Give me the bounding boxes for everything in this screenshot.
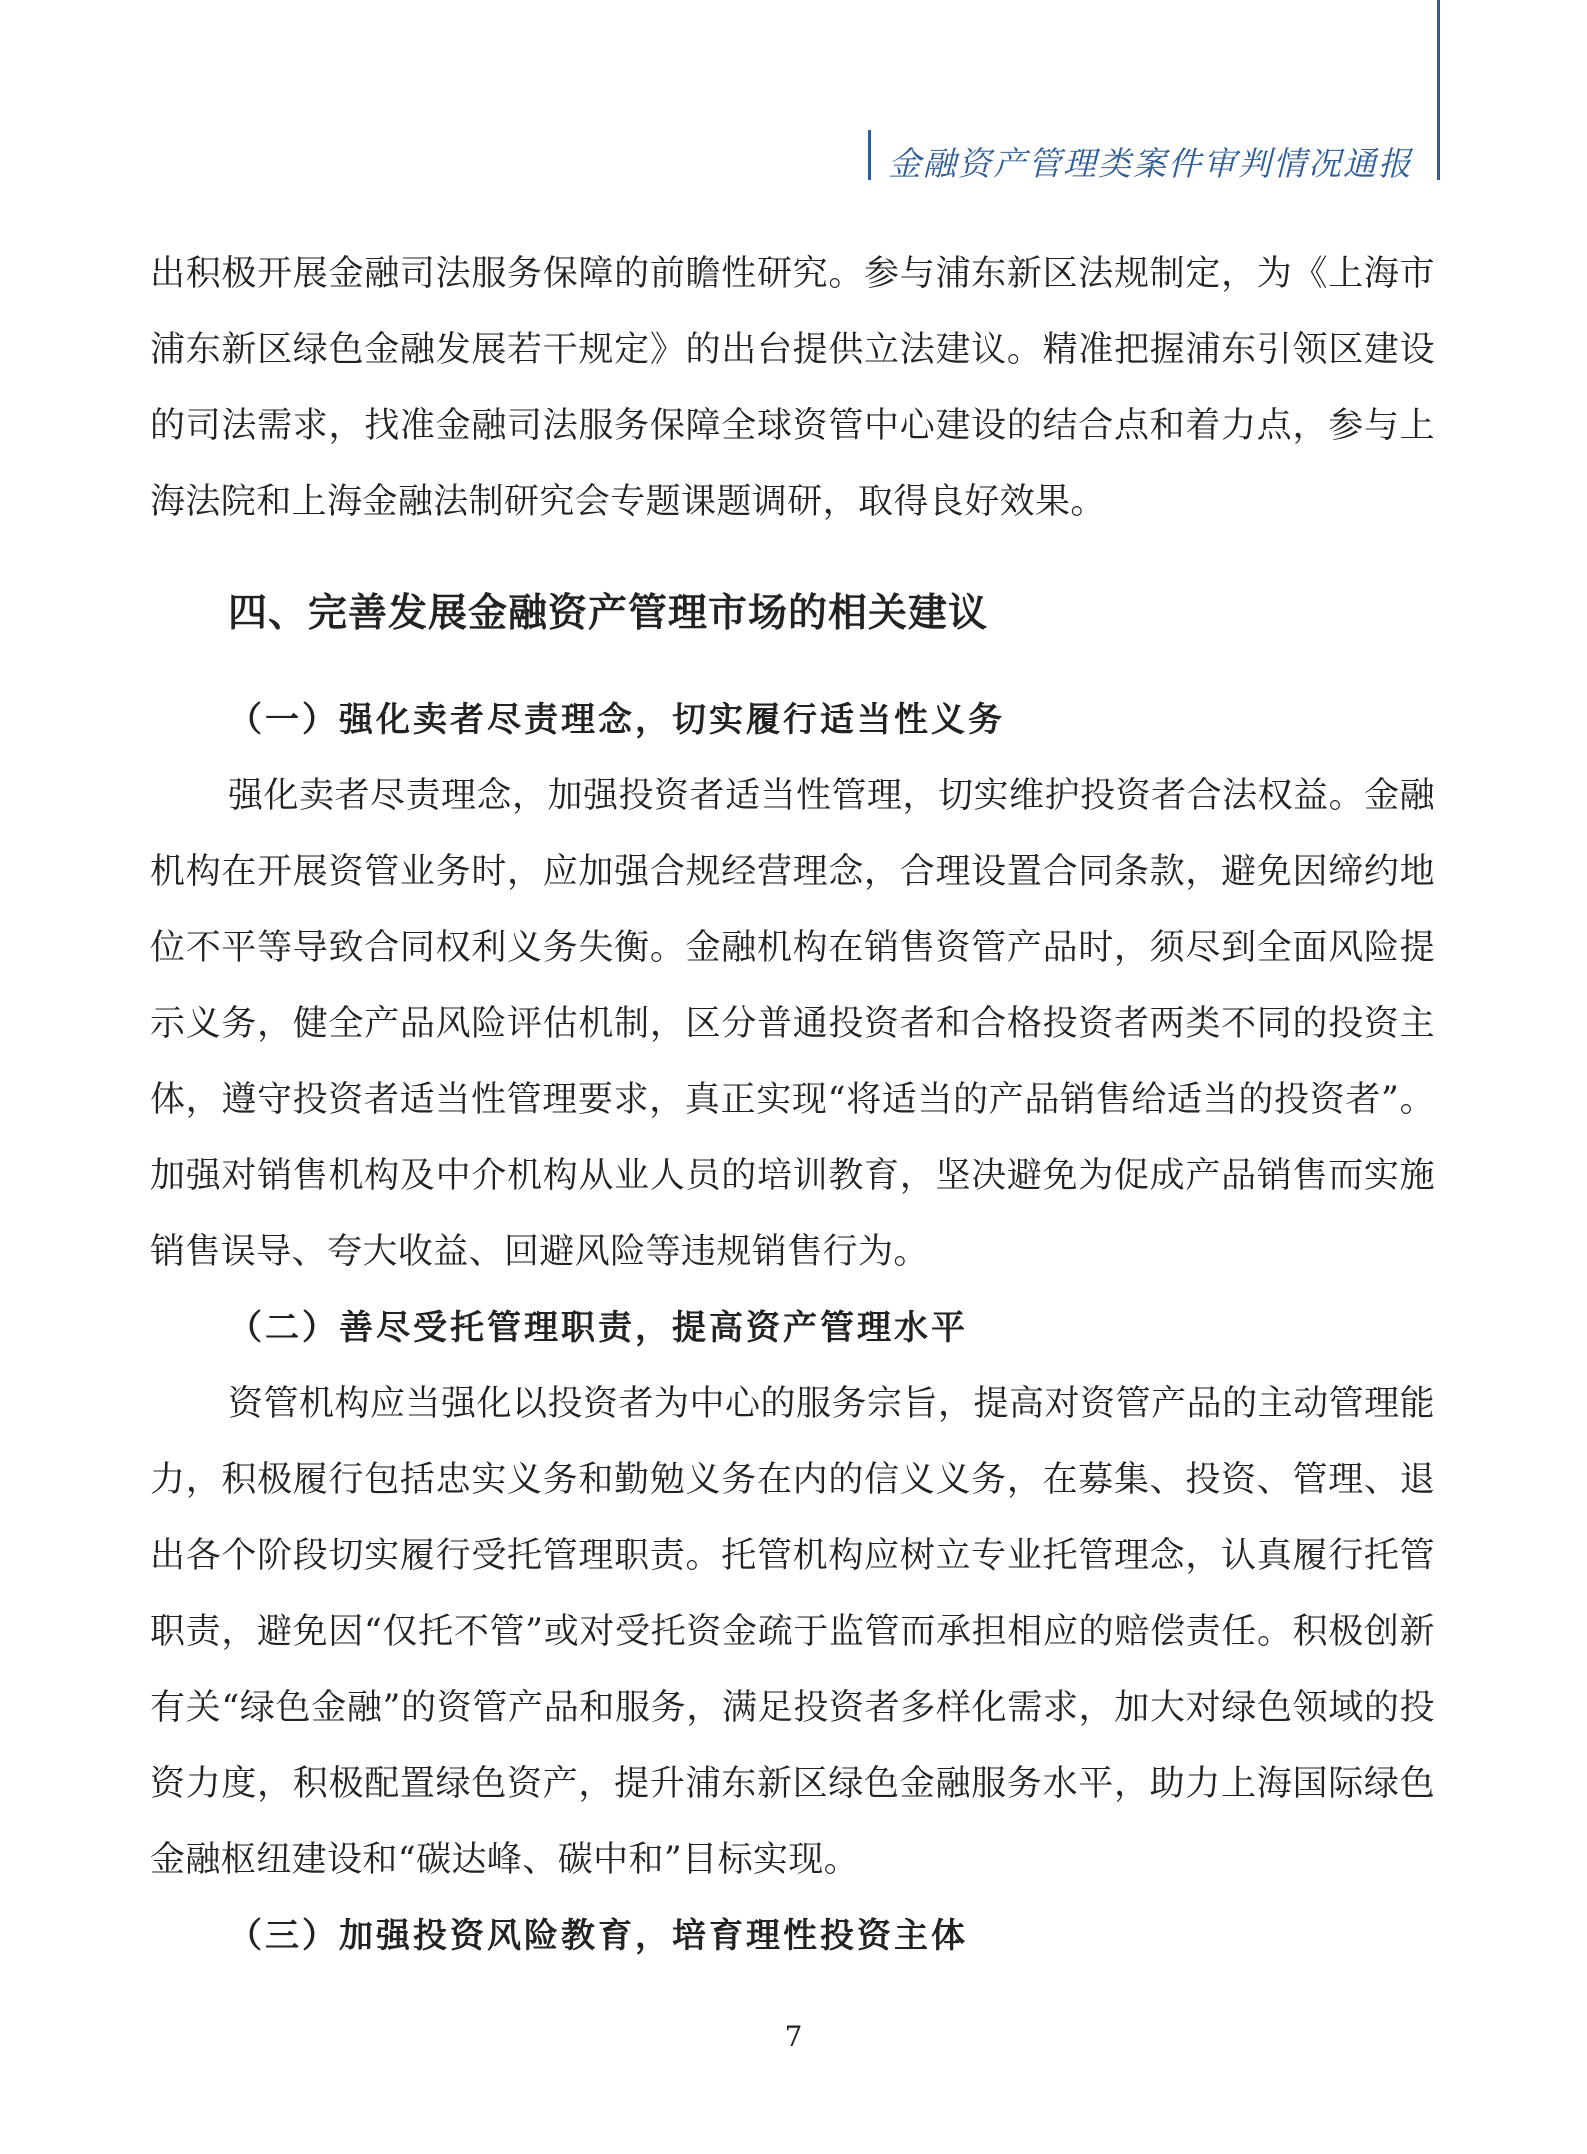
section-heading: 四、完善发展金融资产管理市场的相关建议 bbox=[228, 591, 989, 636]
page-body bbox=[150, 236, 1435, 1974]
subsection-heading-2: （二）善尽受托管理职责，提高资产管理水平 bbox=[228, 1308, 968, 1348]
subsection-body-2: 资管机构应当强化以投资者为中心的服务宗旨，提高对资管产品的主动管理能力，积极履行包括忠实义务和勤勉义务在内的信义义务，在募集、投资、管理、退出各个阶段切实履行受托管理职责。托管机构应树立专业托管理念，认真履行托管职责，避免因“仅托不管”或对受托资金疏于监管而承担相应的赔偿责任。积极创新有关“绿色金融”的资管产品和服务，满足投资者多样化需求，加大对绿色领域的投资力度，积极配置绿色资产，提升浦东新区绿色金融服务水平，助力上海国际绿色金融枢纽建设和“碳达峰、碳中和”目标实现。 bbox=[150, 1384, 1435, 1880]
header-vertical-rule bbox=[1437, 0, 1440, 180]
header-title-marker bbox=[868, 130, 871, 180]
intro-paragraph: 出积极开展金融司法服务保障的前瞻性研究。参与浦东新区法规制定，为《上海市浦东新区绿色金融发展若干规定》的出台提供立法建议。精准把握浦东引领区建设的司法需求，找准金融司法服务保障全球资管中心建设的结合点和着力点，参与上海法院和上海金融法制研究会专题课题调研，取得良好效果。 bbox=[150, 254, 1435, 522]
subsection-body-1: 强化卖者尽责理念，加强投资者适当性管理，切实维护投资者合法权益。金融机构在开展资管业务时，应加强合规经营理念，合理设置合同条款，避免因缔约地位不平等导致合同权利义务失衡。金融机构在销售资管产品时，须尽到全面风险提示义务，健全产品风险评估机制，区分普通投资者和合格投资者两类不同的投资主体，遵守投资者适当性管理要求，真正实现“将适当的产品销售给适当的投资者”。加强对销售机构及中介机构从业人员的培训教育，坚决避免为促成产品销售而实施销售误导、夸大收益、回避风险等违规销售行为。 bbox=[150, 776, 1435, 1272]
page-number: 7 bbox=[784, 2020, 803, 2053]
running-header-title: 金融资产管理类案件审判情况通报 bbox=[888, 144, 1413, 183]
subsection-heading-3: （三）加强投资风险教育，培育理性投资主体 bbox=[228, 1916, 968, 1956]
subsection-heading-1: （一）强化卖者尽责理念，切实履行适当性义务 bbox=[228, 700, 1005, 740]
